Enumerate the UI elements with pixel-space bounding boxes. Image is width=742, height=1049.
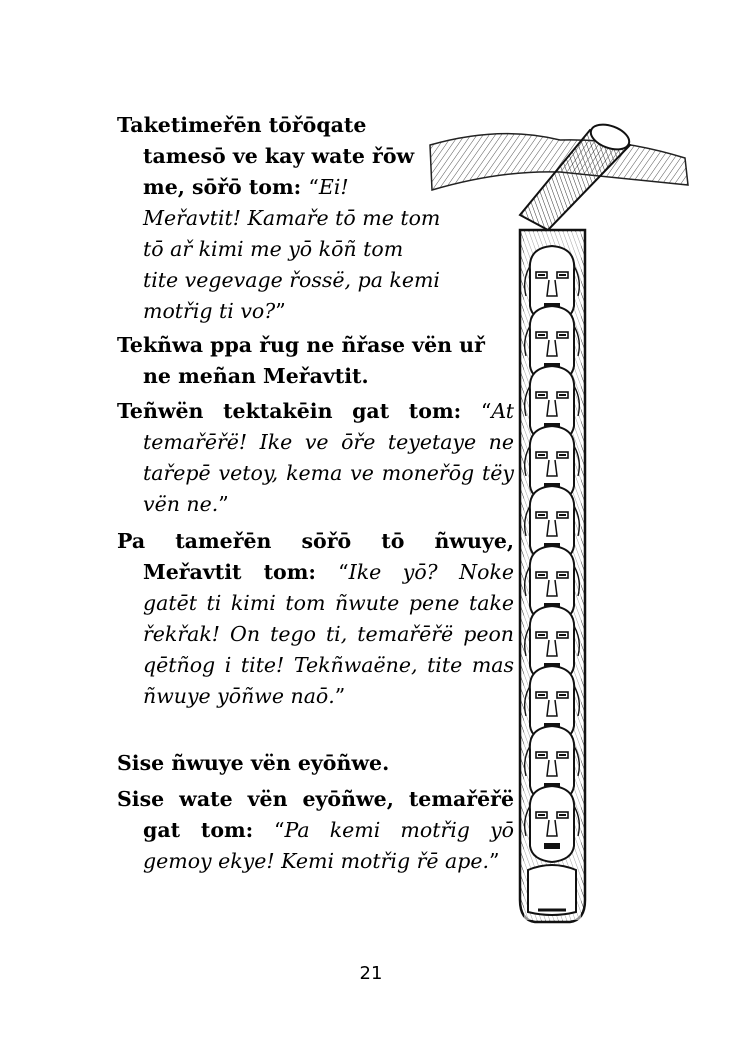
- page-number: 21: [359, 963, 383, 984]
- narration-5: Sise ñwuye vën eyōñwe.: [117, 751, 390, 775]
- narration-6: Sise wate vën eyōñwe, temařēřë gat tom:: [117, 787, 514, 842]
- quote-open-4: “: [338, 560, 349, 584]
- dialogue-6: Pa kemi motřig yō gemoy ekye! Kemi motřig řē ape.: [143, 818, 514, 873]
- quote-close-4: ”: [334, 684, 346, 708]
- paragraph-1: [117, 110, 443, 327]
- totem-pole-illustration: [420, 120, 700, 930]
- quote-close-1: ”: [275, 299, 286, 323]
- quote-close-3: ”: [218, 492, 229, 516]
- dialogue-3: At temařēřë! Ike ve ōře teyetaye ne tařepē vetoy, kema ve moneřōg tëy vën ne.: [143, 399, 514, 516]
- narration-3: Teñwën tektakēin gat tom:: [117, 399, 481, 423]
- quote-close-6: ”: [489, 849, 500, 873]
- quote-open-6: “: [274, 818, 285, 842]
- dialogue-4: Ike yō? Noke gatēt ti kimi tom ñwute pene take řekřak! On tego ti, temařēřë peon qētñog i tite! Tekñwaëne, tite mas ñwuye yōñwe naō.: [143, 560, 514, 708]
- quote-open-1: “: [308, 175, 319, 199]
- totem-pole-drawing: [420, 120, 700, 930]
- narration-1: Taketimeřēn tōřōqate tamesō ve kay wate řōw me, sōřō tom:: [117, 113, 415, 199]
- quote-open-3: “: [480, 399, 492, 423]
- narration-2: Tekñwa ppa řug ne ñřase vën uř ne meñan Meřavtit.: [117, 333, 485, 388]
- dialogue-1: Ei! Meřavtit! Kamaře tō me tom tō ař kimi me yō kōñ tom tite vegevage řossë, pa kemi motřig ti vo?: [143, 175, 441, 323]
- narration-4: Pa tameřēn sōřō tō ñwuye, Meřavtit tom:: [117, 529, 514, 584]
